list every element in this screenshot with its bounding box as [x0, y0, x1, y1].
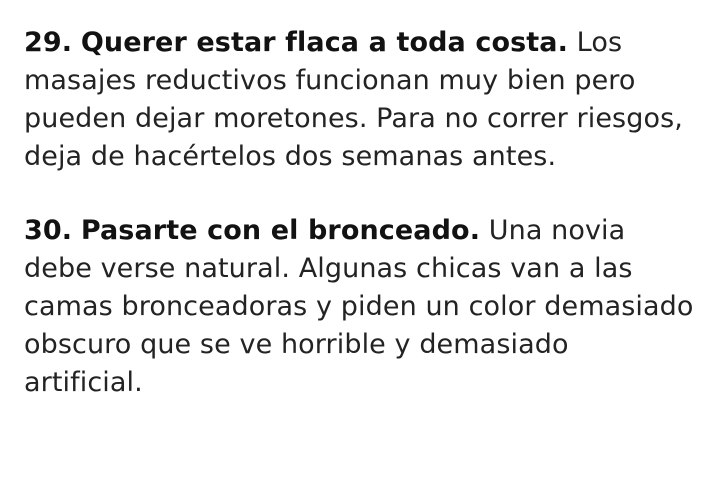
list-item-number: 30.: [24, 215, 73, 246]
list-item-body: Una novia debe verse natural. Algunas chicas van a las camas bronceadoras y piden un color demasiado obscuro que se ve horrible y demasiado artificial.: [24, 215, 694, 398]
list-item: [24, 212, 696, 402]
list-item: [24, 24, 696, 176]
list-item-body: Los masajes reductivos funcionan muy bien pero pueden dejar moretones. Para no correr riesgos, deja de hacértelos dos semanas antes.: [24, 27, 683, 172]
list-item-number: 29.: [24, 27, 73, 58]
list-item-heading: Querer estar flaca a toda costa.: [80, 27, 568, 58]
list-item-heading: Pasarte con el bronceado.: [80, 215, 481, 246]
